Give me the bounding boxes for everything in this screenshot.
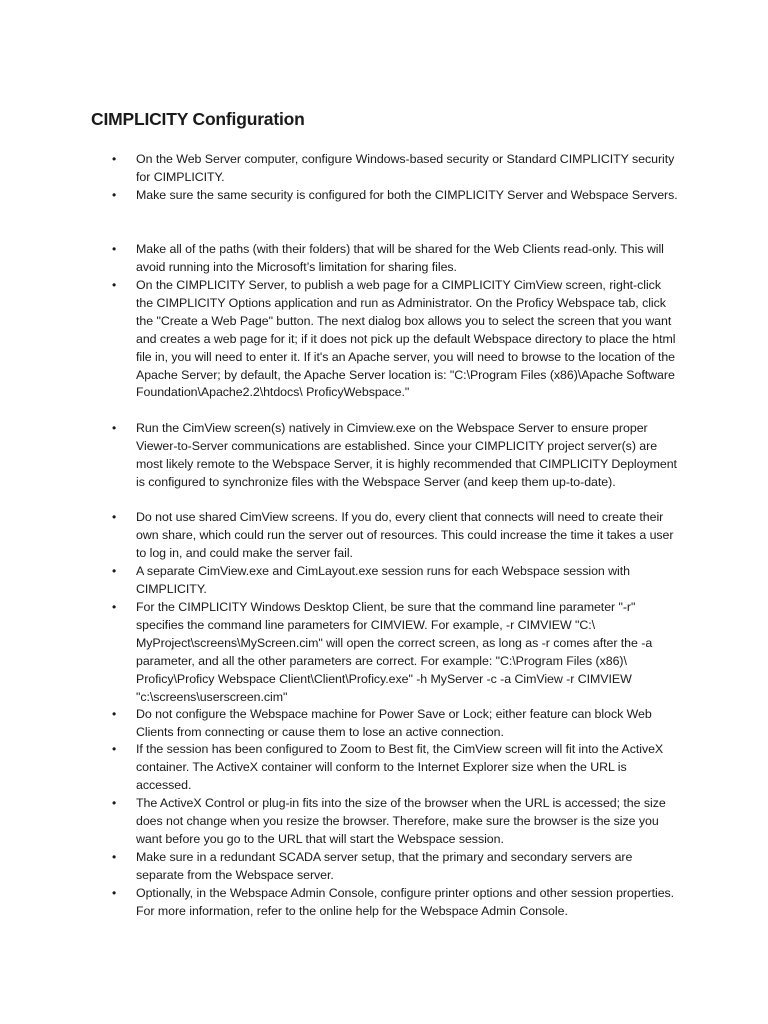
list-item-text: Make sure the same security is configured for both the CIMPLICITY Server and Webspace Servers. [136,188,678,202]
document-title: CIMPLICITY Configuration [91,109,305,129]
bullet-icon: • [112,152,117,166]
list-item [112,795,681,849]
list-item-text: Make all of the paths (with their folders) that will be shared for the Web Clients read-only. This will avoid running into the Microsoft’s limitation for sharing files. [136,242,664,274]
bullet-icon: • [112,796,117,810]
list-item-text: Run the CimView screen(s) natively in Cimview.exe on the Webspace Server to ensure proper Viewer-to-Server communications are established. Since your CIMPLICITY project server(s) are most likely remote to the Webspace Server, it is highly recommended that CIMPLICITY Deployment is configured to synchronize files with the Webspace Server (and keep them up-to-date). [136,421,677,489]
list-item [112,277,681,402]
bullet-icon: • [112,707,117,721]
list-item-text: On the Web Server computer, configure Windows-based security or Standard CIMPLICITY security for CIMPLICITY. [136,152,675,184]
list-item-text: The ActiveX Control or plug-in fits into the size of the browser when the URL is accessed; the size does not change when you resize the browser. Therefore, make sure the browser is the size you want before you go to the URL that will start the Webspace session. [136,796,666,846]
list-item [112,563,681,599]
list-item [112,420,681,492]
list-item [112,849,681,885]
list-item [112,151,681,187]
list-item-text: On the CIMPLICITY Server, to publish a web page for a CIMPLICITY CimView screen, right-click the CIMPLICITY Options application and run as Administrator. On the Proficy Webspace tab, click the "Create a Web Page" button. The next dialog box allows you to select the screen that you want and creates a web page for it; if it does not pick up the default Webspace directory to place the html file in, you will need to enter it. If it's an Apache server, you will need to browse to the location of the Apache Server; by default, the Apache Server location is: "C:\Program Files (x86)\Apache Software Foundation\Apache2.2\htdocs\ ProficyWebspace." [136,278,676,400]
list-item-text: Do not use shared CimView screens. If you do, every client that connects will need to create their own share, which could run the server out of resources. This could increase the time it takes a user to log in, and could make the server fail. [136,510,674,560]
bullet-icon: • [112,850,117,864]
list-item-text: A separate CimView.exe and CimLayout.exe session runs for each Webspace session with CIMPLICITY. [136,564,630,596]
list-item-text: Make sure in a redundant SCADA server setup, that the primary and secondary servers are separate from the Webspace server. [136,850,633,882]
bullet-icon: • [112,242,117,256]
list-item [112,509,681,563]
bullet-icon: • [112,510,117,524]
list-item [112,187,681,205]
bullet-icon: • [112,564,117,578]
bullet-icon: • [112,421,117,435]
bullet-icon: • [112,600,117,614]
list-item [112,241,681,277]
list-item-text: Do not configure the Webspace machine for Power Save or Lock; either feature can block Web Clients from connecting or cause them to lose an active connection. [136,707,652,739]
list-item [112,599,681,706]
list-item-text: Optionally, in the Webspace Admin Console, configure printer options and other session properties. For more information, refer to the online help for the Webspace Admin Console. [136,886,675,918]
list-item [112,706,681,742]
bullet-icon: • [112,886,117,900]
bullet-icon: • [112,742,117,756]
list-item-text: For the CIMPLICITY Windows Desktop Client, be sure that the command line parameter "-r" specifies the command line parameters for CIMVIEW. For example, -r CIMVIEW "C:\ MyProject\screens\MyScreen.cim" will open the correct screen, as long as -r comes after the -a parameter, and all the other parameters are correct. For example: "C:\Program Files (x86)\ Proficy\Proficy Webspace Client\Client\Proficy.exe" -h MyServer -c -a CimView -r CIMVIEW "c:\screens\userscreen.cim" [136,600,653,704]
bullet-icon: • [112,278,117,292]
list-item [112,741,681,795]
bullet-icon: • [112,188,117,202]
list-item-text: If the session has been configured to Zoom to Best fit, the CimView screen will fit into the ActiveX container. The ActiveX container will conform to the Internet Explorer size when the URL is accessed. [136,742,664,792]
list-item [112,885,681,921]
